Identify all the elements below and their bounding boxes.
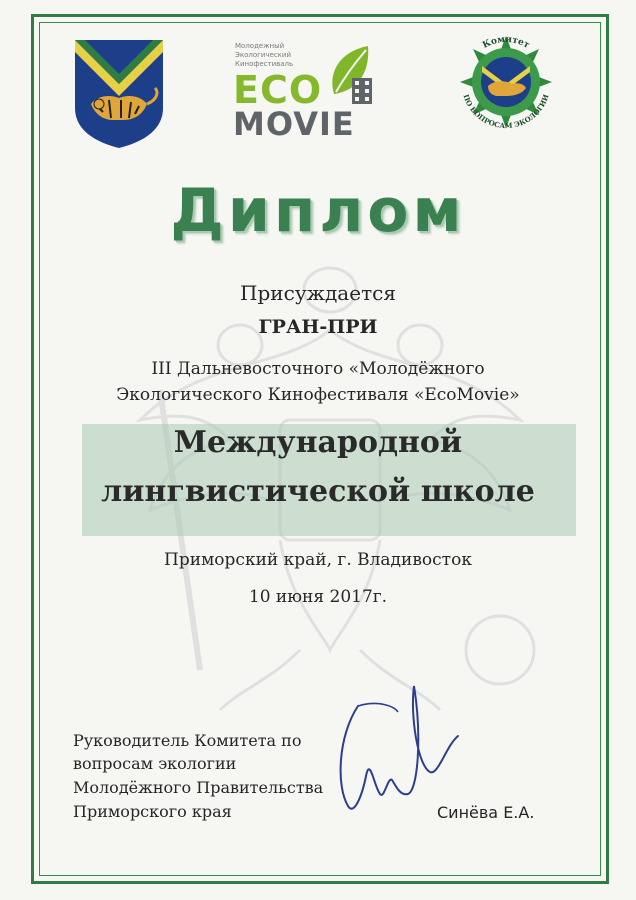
committee-bottom-text: ПО ВОПРОСАМ ЭКОЛОГИИ xyxy=(461,93,551,131)
signatory-title-line: Руководитель Комитета по xyxy=(73,731,302,750)
signatory-name: Синёва Е.А. xyxy=(437,803,535,822)
recipient-line-2: лингвистической школе xyxy=(101,474,535,509)
ecomovie-small-line: Кинофестиваль xyxy=(235,60,294,68)
movie-word: MOVIE xyxy=(233,105,355,143)
ecomovie-logo xyxy=(228,42,378,142)
diploma-title: Диплом xyxy=(170,176,466,246)
ecology-committee-logo-icon xyxy=(448,22,564,140)
date-text: 10 июня 2017г. xyxy=(248,587,388,607)
signatory-title-line: вопросам экологии xyxy=(73,754,237,773)
leaf-film-icon xyxy=(324,44,374,106)
recipient-line-1: Международной xyxy=(173,425,463,460)
festival-line-1: III Дальневосточного «Молодёжного xyxy=(151,359,485,379)
primorsky-coat-of-arms-icon xyxy=(73,38,165,150)
eco-word: ECO xyxy=(233,68,323,112)
ecomovie-small-line: Экологический xyxy=(235,51,291,59)
festival-line-2: Экологического Кинофестиваля «EcoMovie» xyxy=(116,385,520,405)
prize-text: ГРАН-ПРИ xyxy=(258,316,378,338)
committee-top-text: Комитет xyxy=(481,34,531,51)
signatory-title-line: Приморского края xyxy=(73,802,232,821)
awarded-text: Присуждается xyxy=(240,281,396,305)
ecomovie-small-text xyxy=(235,42,315,69)
ecomovie-small-line: Молодежный xyxy=(235,42,285,50)
location-text: Приморский край, г. Владивосток xyxy=(164,550,472,570)
signatory-title-line: Молодёжного Правительства xyxy=(73,778,324,797)
